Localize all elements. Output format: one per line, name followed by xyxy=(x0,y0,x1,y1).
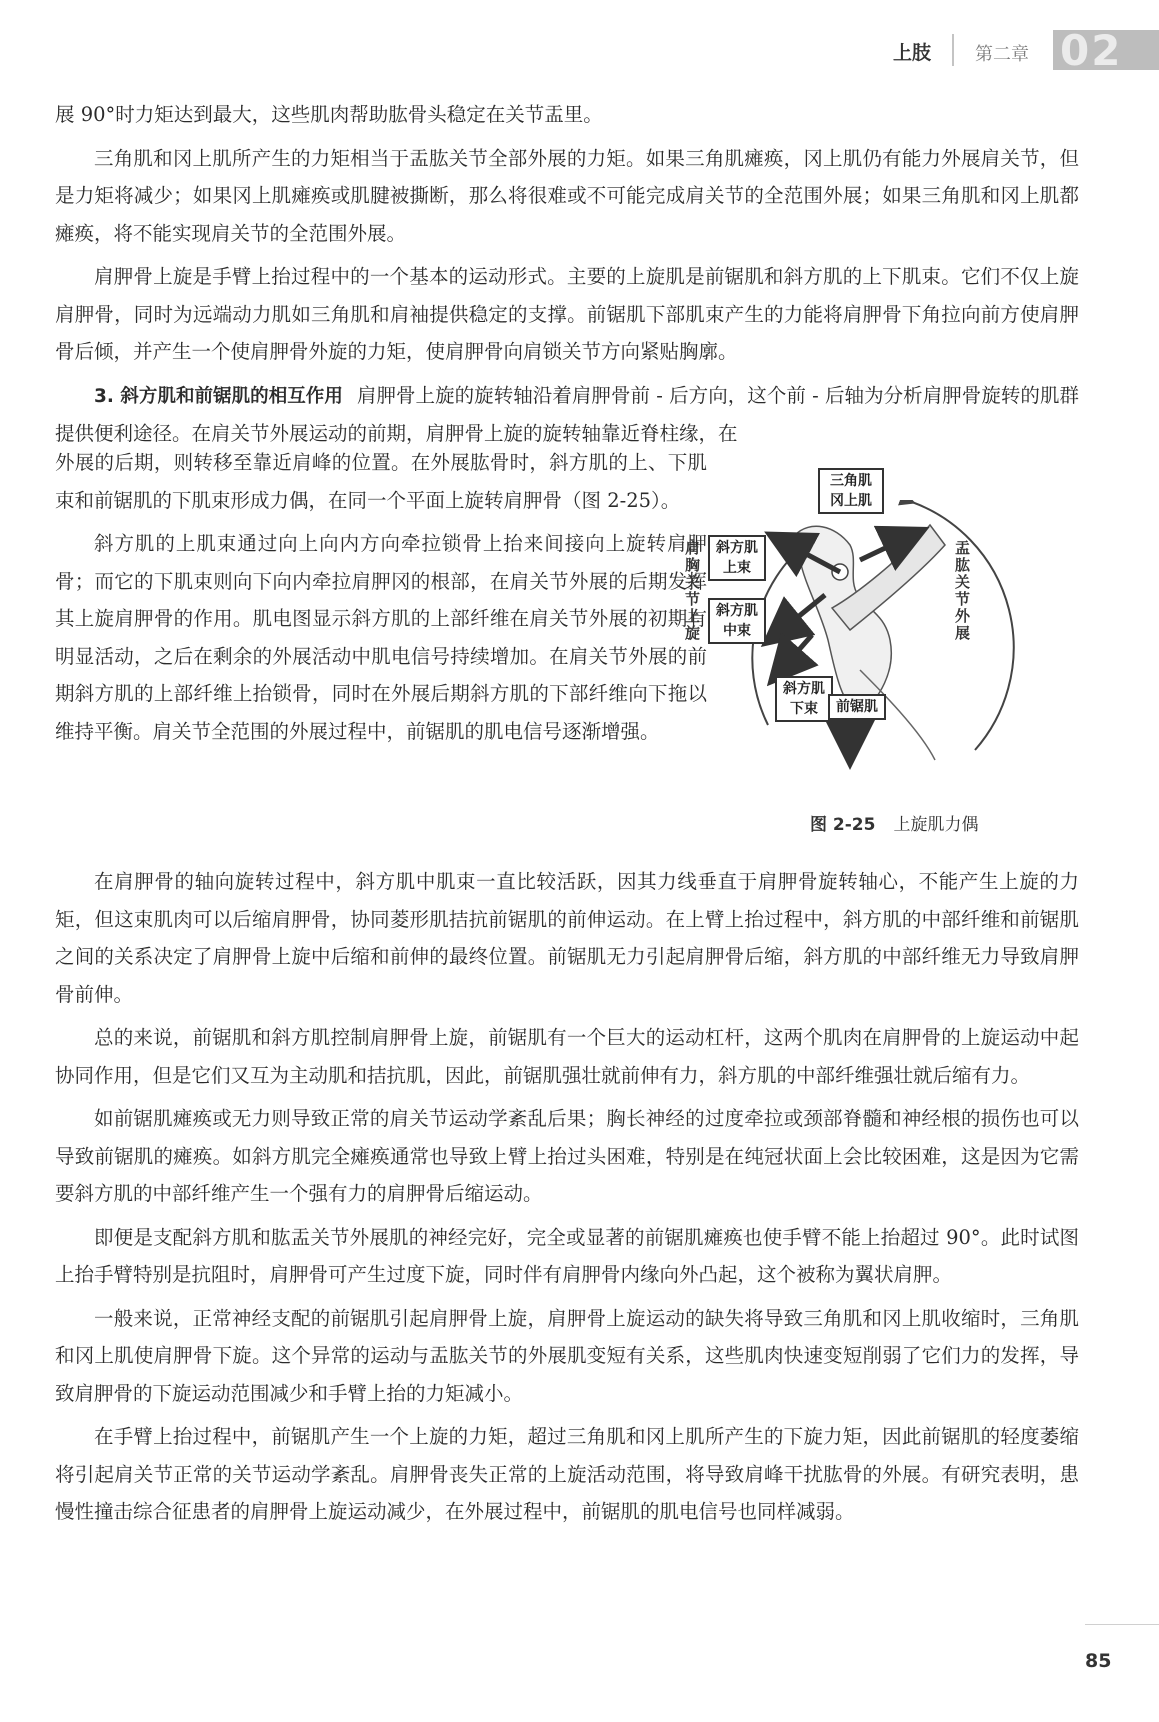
section-3-intro xyxy=(55,377,1079,453)
paragraph: 斜方肌的上肌束通过向上向内方向牵拉锁骨上抬来间接向上旋转肩胛骨；而它的下肌束则向下向内牵拉肩胛冈的根部，在肩关节外展的后期发挥其上旋肩胛骨的作用。肌电图显示斜方肌的上部纤维在肩关节外展的初期有明显活动，之后在剩余的外展活动中肌电信号持续增加。在肩关节外展的前期斜方肌的上部纤维上抬锁骨，同时在外展后期斜方肌的下部纤维向下拖以维持平衡。肩关节全范围的外展过程中，前锯肌的肌电信号逐渐增强。 xyxy=(55,532,707,743)
paragraph: 外展的后期，则转移至靠近肩峰的位置。在外展肱骨时，斜方肌的上、下肌束和前锯肌的下肌束形成力偶，在同一个平面上旋转肩胛骨（图 2-25）。 xyxy=(55,451,707,512)
figure-caption xyxy=(810,810,978,835)
figure-caption-text: 上旋肌力偶 xyxy=(893,815,979,835)
figure-illustration xyxy=(740,500,1070,800)
page-number: 85 xyxy=(1085,1650,1112,1672)
label-serratus-anterior: 前锯肌 xyxy=(828,694,886,720)
paragraph: 总的来说，前锯肌和斜方肌控制肩胛骨上旋，前锯肌有一个巨大的运动杠杆，这两个肌肉在肩胛骨的上旋运动中起协同作用，但是它们又互为主动肌和拮抗肌，因此，前锯肌强壮就前伸有力，斜方肌的中部纤维强壮就后缩有力。 xyxy=(55,1026,1079,1087)
paragraph: 如前锯肌瘫痪或无力则导致正常的肩关节运动学紊乱后果；胸长神经的过度牵拉或颈部脊髓和神经根的损伤也可以导致前锯肌的瘫痪。如斜方肌完全瘫痪通常也导致上臂上抬过头困难，特别是在纯冠状面上会比较困难，这是因为它需要斜方肌的中部纤维产生一个强有力的肩胛骨后缩运动。 xyxy=(55,1107,1079,1205)
running-header xyxy=(0,26,1159,75)
paragraph: 展 90°时力矩达到最大，这些肌肉帮助肱骨头稳定在关节盂里。 xyxy=(55,103,603,126)
header-chapter: 第二章 xyxy=(975,44,1029,65)
body-text-bottom xyxy=(55,863,1079,1537)
label-glenohumeral-abduction: 盂肱关节外展 xyxy=(953,540,971,642)
figure-number: 图 2-25 xyxy=(810,815,876,835)
paragraph: 在肩胛骨的轴向旋转过程中，斜方肌中肌束一直比较活跃，因其力线垂直于肩胛骨旋转轴心，不能产生上旋的力矩，但这束肌肉可以后缩肩胛骨，协同菱形肌拮抗前锯肌的前伸运动。在上臂上抬过程中，斜方肌的中部纤维和前锯肌之间的关系决定了肩胛骨上旋中后缩和前伸的最终位置。前锯肌无力引起肩胛骨后缩，斜方肌的中部纤维无力导致肩胛骨前伸。 xyxy=(55,870,1079,1006)
footer-rule xyxy=(1085,1624,1159,1625)
paragraph: 即便是支配斜方肌和肱盂关节外展肌的神经完好，完全或显著的前锯肌瘫痪也使手臂不能上抬超过 90°。此时试图上抬手臂特别是抗阻时，肩胛骨可产生过度下旋，同时伴有肩胛骨内缘向外凸起，这个被称为翼状肩胛。 xyxy=(55,1225,1079,1286)
section-intro-text: 肩胛骨上旋的旋转轴沿着肩胛骨前 - 后方向，这个前 - 后轴为分析肩胛骨旋转的肌群提供便利途径。在肩关节外展运动的前期，肩胛骨上旋的旋转轴靠近脊柱缘，在 xyxy=(55,383,1079,445)
paragraph: 三角肌和冈上肌所产生的力矩相当于盂肱关节全部外展的力矩。如果三角肌瘫痪，冈上肌仍有能力外展肩关节，但是力矩将减少；如果冈上肌瘫痪或肌腱被撕断，那么将很难或不可能完成肩关节的全范围外展；如果三角肌和冈上肌都瘫痪，将不能实现肩关节的全范围外展。 xyxy=(55,146,1079,245)
label-scapulothoracic-rotation: 肩胸关节上旋 xyxy=(683,540,701,642)
label-trapezius-upper: 斜方肌 上束 xyxy=(708,535,766,581)
label-trapezius-middle: 斜方肌 中束 xyxy=(708,598,766,644)
header-section-title: 上肢 xyxy=(893,42,932,64)
section-heading: 3. 斜方肌和前锯肌的相互作用 xyxy=(94,385,343,407)
label-deltoid-supraspinatus: 三角肌 冈上肌 xyxy=(818,468,884,514)
figure-2-25 xyxy=(683,473,1070,800)
paragraph: 肩胛骨上旋是手臂上抬过程中的一个基本的运动形式。主要的上旋肌是前锯肌和斜方肌的上下肌束。它们不仅上旋肩胛骨，同时为远端动力肌如三角肌和肩袖提供稳定的支撑。前锯肌下部肌束产生的力能将肩胛骨下角拉向前方使肩胛骨后倾，并产生一个使肩胛骨外旋的力矩，使肩胛骨向肩锁关节方向紧贴胸廓。 xyxy=(55,265,1079,363)
paragraph: 一般来说，正常神经支配的前锯肌引起肩胛骨上旋，肩胛骨上旋运动的缺失将导致三角肌和冈上肌收缩时，三角肌和冈上肌使肩胛骨下旋。这个异常的运动与盂肱关节的外展肌变短有关系，这些肌肉快速变短削弱了它们力的发挥，导致肩胛骨的下旋运动范围减少和手臂上抬的力矩减小。 xyxy=(55,1306,1079,1405)
chapter-number: 02 xyxy=(1060,26,1123,75)
label-trapezius-lower: 斜方肌 下束 xyxy=(775,676,833,722)
body-text-wrapped xyxy=(55,444,707,756)
paragraph: 在手臂上抬过程中，前锯肌产生一个上旋的力矩，超过三角肌和冈上肌所产生的下旋力矩，因此前锯肌的轻度萎缩将引起肩关节正常的关节运动学紊乱。肩胛骨丧失正常的上旋活动范围，将导致肩峰干扰肱骨的外展。有研究表明，患慢性撞击综合征患者的肩胛骨上旋运动减少，在外展过程中，前锯肌的肌电信号也同样减弱。 xyxy=(55,1425,1079,1523)
header-divider xyxy=(952,34,954,66)
body-text-top xyxy=(55,96,1079,453)
arrow-trap-lower xyxy=(790,635,812,660)
arrow-deltoid xyxy=(860,542,898,560)
